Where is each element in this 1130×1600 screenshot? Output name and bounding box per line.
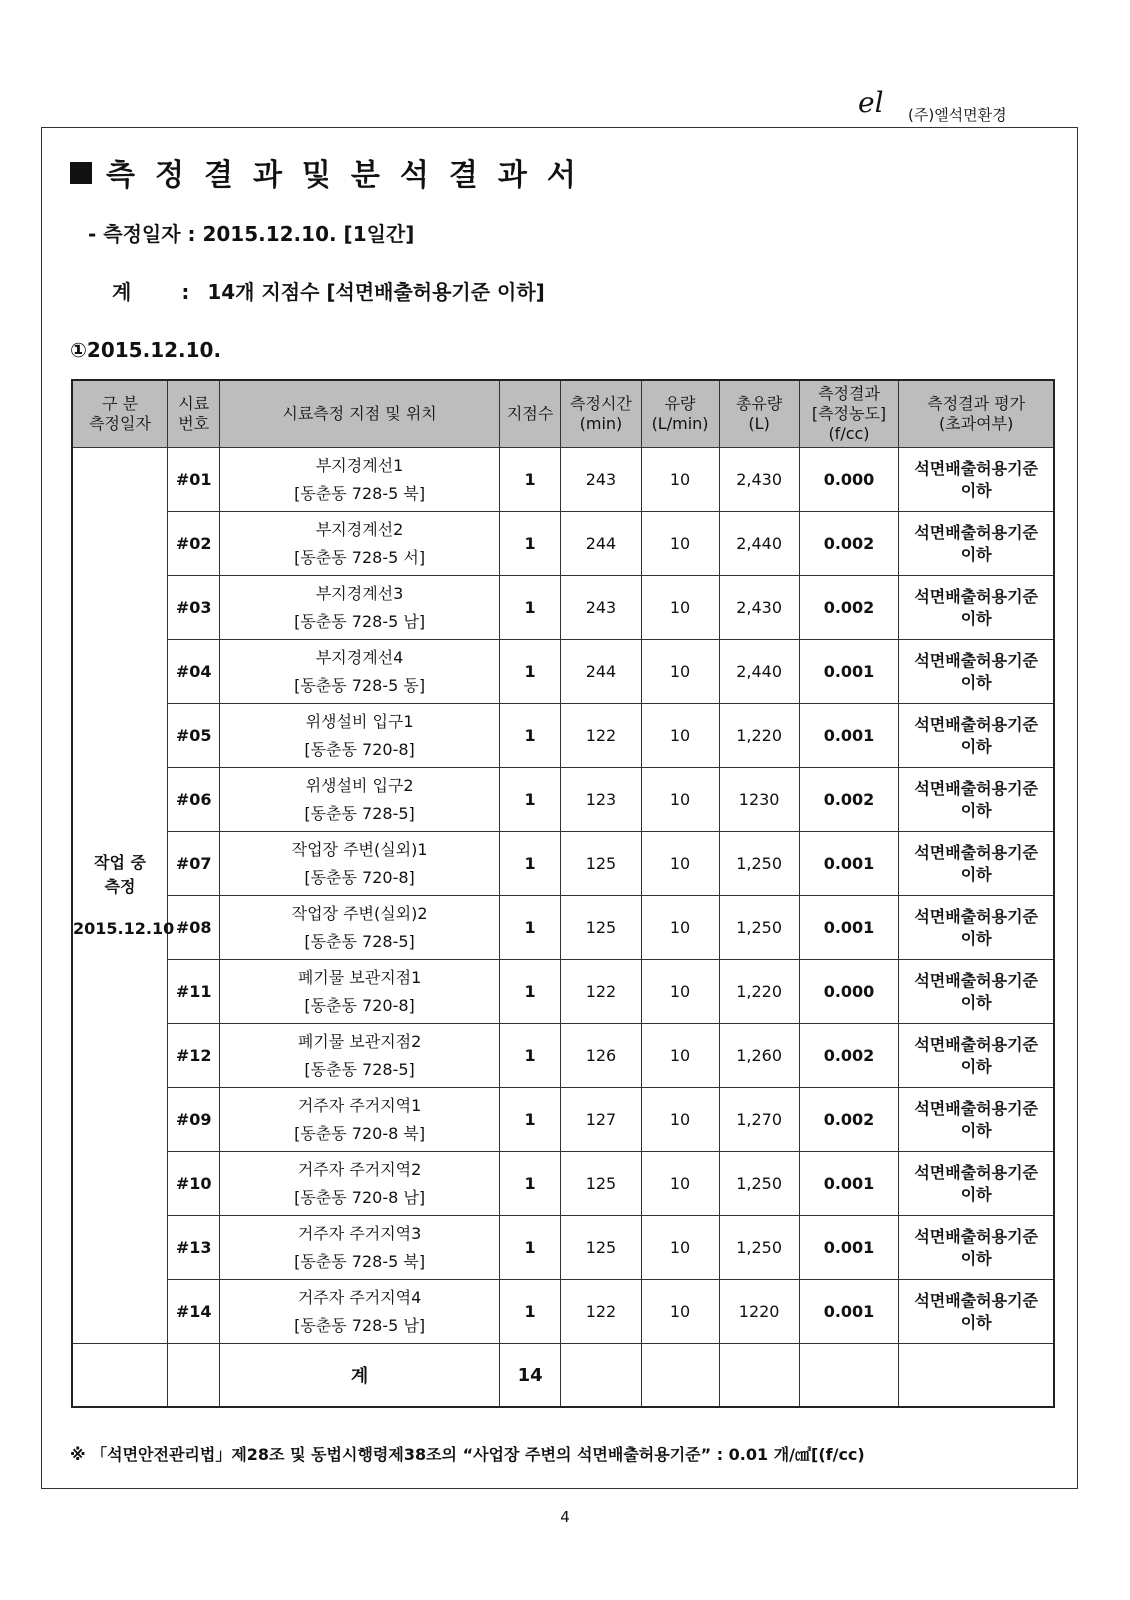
location-cell: 작업장 주변(실외)1 [동춘동 720-8] xyxy=(220,832,499,896)
header-category: 구 분 측정일자 xyxy=(72,380,168,448)
total-empty-cell xyxy=(899,1344,1054,1408)
evaluation-cell: 석면배출허용기준 이하 xyxy=(899,1216,1054,1280)
result-cell: 0.001 xyxy=(799,896,899,960)
result-cell: 0.001 xyxy=(799,640,899,704)
sample-no-cell: #03 xyxy=(168,576,220,640)
evaluation-cell: 석면배출허용기준 이하 xyxy=(899,448,1054,512)
location-cell: 부지경계선3 [동춘동 728-5 남] xyxy=(220,576,499,640)
points-cell: 1 xyxy=(499,512,561,576)
location-cell: 위생설비 입구2 [동춘동 728-5] xyxy=(220,768,499,832)
total-flow-cell: 1,250 xyxy=(719,1216,799,1280)
time-cell: 123 xyxy=(561,768,641,832)
table-row xyxy=(72,704,1054,768)
table-header-row xyxy=(72,380,1054,448)
table-row xyxy=(72,1088,1054,1152)
sample-no-cell: #09 xyxy=(168,1088,220,1152)
page-number: 4 xyxy=(560,1508,570,1526)
flow-cell: 10 xyxy=(641,512,719,576)
points-cell: 1 xyxy=(499,448,561,512)
footnote: ※ 「석면안전관리법」제28조 및 동법시행령제38조의 “사업장 주변의 석면배출허용기준” : 0.01 개/㎤[(f/cc) xyxy=(70,1445,865,1464)
document-title xyxy=(70,150,596,194)
time-cell: 125 xyxy=(561,1152,641,1216)
time-cell: 125 xyxy=(561,1216,641,1280)
flow-cell: 10 xyxy=(641,1216,719,1280)
flow-cell: 10 xyxy=(641,576,719,640)
table-row xyxy=(72,1152,1054,1216)
total-empty-cell xyxy=(168,1344,220,1408)
table-row xyxy=(72,832,1054,896)
section-date: ①2015.12.10. xyxy=(70,338,222,362)
location-cell: 거주자 주거지역3 [동춘동 728-5 북] xyxy=(220,1216,499,1280)
total-flow-cell: 2,440 xyxy=(719,640,799,704)
sample-no-cell: #13 xyxy=(168,1216,220,1280)
time-cell: 122 xyxy=(561,704,641,768)
sample-no-cell: #06 xyxy=(168,768,220,832)
evaluation-cell: 석면배출허용기준 이하 xyxy=(899,1280,1054,1344)
total-flow-cell: 1,220 xyxy=(719,960,799,1024)
document-title-text: 측정결과및분석결과서 xyxy=(106,158,596,193)
time-cell: 127 xyxy=(561,1088,641,1152)
result-cell: 0.002 xyxy=(799,1024,899,1088)
evaluation-cell: 석면배출허용기준 이하 xyxy=(899,896,1054,960)
flow-cell: 10 xyxy=(641,1280,719,1344)
total-summary-label: 계 xyxy=(112,280,132,304)
total-flow-cell: 1,250 xyxy=(719,1152,799,1216)
company-name: (주)엘석면환경 xyxy=(908,106,1007,124)
flow-cell: 10 xyxy=(641,704,719,768)
total-flow-cell: 2,430 xyxy=(719,448,799,512)
header-evaluation: 측정결과 평가 (초과여부) xyxy=(899,380,1054,448)
header-flow: 유량 (L/min) xyxy=(641,380,719,448)
table-row xyxy=(72,896,1054,960)
time-cell: 125 xyxy=(561,832,641,896)
table-row xyxy=(72,1280,1054,1344)
total-flow-cell: 1,260 xyxy=(719,1024,799,1088)
table-total-row xyxy=(72,1344,1054,1408)
total-empty-cell xyxy=(641,1344,719,1408)
evaluation-cell: 석면배출허용기준 이하 xyxy=(899,960,1054,1024)
points-cell: 1 xyxy=(499,1152,561,1216)
sample-no-cell: #01 xyxy=(168,448,220,512)
location-cell: 부지경계선1 [동춘동 728-5 북] xyxy=(220,448,499,512)
total-flow-cell: 1220 xyxy=(719,1280,799,1344)
total-label-cell: 계 xyxy=(220,1344,499,1408)
company-logo-icon: el xyxy=(858,86,884,119)
points-cell: 1 xyxy=(499,1216,561,1280)
time-cell: 122 xyxy=(561,960,641,1024)
flow-cell: 10 xyxy=(641,768,719,832)
points-cell: 1 xyxy=(499,960,561,1024)
header-result: 측정결과 [측정농도] (f/cc) xyxy=(799,380,899,448)
total-summary-separator: : xyxy=(181,280,190,304)
header-location: 시료측정 지점 및 위치 xyxy=(220,380,499,448)
sample-no-cell: #05 xyxy=(168,704,220,768)
table-row xyxy=(72,1216,1054,1280)
result-cell: 0.002 xyxy=(799,768,899,832)
points-cell: 1 xyxy=(499,1280,561,1344)
table-row xyxy=(72,448,1054,512)
total-empty-cell xyxy=(799,1344,899,1408)
sample-no-cell: #07 xyxy=(168,832,220,896)
flow-cell: 10 xyxy=(641,960,719,1024)
location-cell: 부지경계선2 [동춘동 728-5 서] xyxy=(220,512,499,576)
header-total-flow: 총유량 (L) xyxy=(719,380,799,448)
total-flow-cell: 2,440 xyxy=(719,512,799,576)
table-row xyxy=(72,640,1054,704)
time-cell: 125 xyxy=(561,896,641,960)
flow-cell: 10 xyxy=(641,832,719,896)
time-cell: 126 xyxy=(561,1024,641,1088)
flow-cell: 10 xyxy=(641,640,719,704)
result-cell: 0.001 xyxy=(799,1280,899,1344)
flow-cell: 10 xyxy=(641,896,719,960)
result-cell: 0.000 xyxy=(799,448,899,512)
total-empty-cell xyxy=(72,1344,168,1408)
time-cell: 122 xyxy=(561,1280,641,1344)
time-cell: 244 xyxy=(561,512,641,576)
category-cell: 작업 중 측정 2015.12.10 xyxy=(72,448,168,1344)
header-points: 지점수 xyxy=(499,380,561,448)
evaluation-cell: 석면배출허용기준 이하 xyxy=(899,768,1054,832)
time-cell: 243 xyxy=(561,576,641,640)
points-cell: 1 xyxy=(499,704,561,768)
points-cell: 1 xyxy=(499,640,561,704)
header-time: 측정시간 (min) xyxy=(561,380,641,448)
sample-no-cell: #08 xyxy=(168,896,220,960)
result-cell: 0.001 xyxy=(799,1152,899,1216)
table-row xyxy=(72,960,1054,1024)
points-cell: 1 xyxy=(499,1024,561,1088)
result-cell: 0.001 xyxy=(799,1216,899,1280)
sample-no-cell: #04 xyxy=(168,640,220,704)
total-flow-cell: 1230 xyxy=(719,768,799,832)
evaluation-cell: 석면배출허용기준 이하 xyxy=(899,1088,1054,1152)
location-cell: 위생설비 입구1 [동춘동 720-8] xyxy=(220,704,499,768)
total-empty-cell xyxy=(719,1344,799,1408)
total-points-cell: 14 xyxy=(499,1344,561,1408)
evaluation-cell: 석면배출허용기준 이하 xyxy=(899,640,1054,704)
total-flow-cell: 1,270 xyxy=(719,1088,799,1152)
measurement-date: - 측정일자 : 2015.12.10. [1일간] xyxy=(88,222,415,246)
table-row xyxy=(72,512,1054,576)
result-cell: 0.001 xyxy=(799,704,899,768)
points-cell: 1 xyxy=(499,768,561,832)
table-row xyxy=(72,768,1054,832)
evaluation-cell: 석면배출허용기준 이하 xyxy=(899,1152,1054,1216)
flow-cell: 10 xyxy=(641,448,719,512)
result-cell: 0.000 xyxy=(799,960,899,1024)
evaluation-cell: 석면배출허용기준 이하 xyxy=(899,832,1054,896)
points-cell: 1 xyxy=(499,576,561,640)
result-cell: 0.002 xyxy=(799,1088,899,1152)
black-square-icon xyxy=(70,162,92,184)
location-cell: 폐기물 보관지점1 [동춘동 720-8] xyxy=(220,960,499,1024)
sample-no-cell: #02 xyxy=(168,512,220,576)
time-cell: 243 xyxy=(561,448,641,512)
location-cell: 부지경계선4 [동춘동 728-5 동] xyxy=(220,640,499,704)
total-summary-value: 14개 지점수 [석면배출허용기준 이하] xyxy=(207,280,545,304)
company-header xyxy=(858,86,1038,128)
total-flow-cell: 1,250 xyxy=(719,832,799,896)
points-cell: 1 xyxy=(499,896,561,960)
location-cell: 작업장 주변(실외)2 [동춘동 728-5] xyxy=(220,896,499,960)
header-sample-no: 시료 번호 xyxy=(168,380,220,448)
sample-no-cell: #12 xyxy=(168,1024,220,1088)
evaluation-cell: 석면배출허용기준 이하 xyxy=(899,512,1054,576)
sample-no-cell: #11 xyxy=(168,960,220,1024)
total-summary xyxy=(112,276,545,305)
points-cell: 1 xyxy=(499,1088,561,1152)
result-cell: 0.002 xyxy=(799,512,899,576)
flow-cell: 10 xyxy=(641,1152,719,1216)
evaluation-cell: 석면배출허용기준 이하 xyxy=(899,704,1054,768)
total-flow-cell: 1,220 xyxy=(719,704,799,768)
total-empty-cell xyxy=(561,1344,641,1408)
sample-no-cell: #14 xyxy=(168,1280,220,1344)
location-cell: 거주자 주거지역1 [동춘동 720-8 북] xyxy=(220,1088,499,1152)
sample-no-cell: #10 xyxy=(168,1152,220,1216)
location-cell: 거주자 주거지역4 [동춘동 728-5 남] xyxy=(220,1280,499,1344)
result-cell: 0.001 xyxy=(799,832,899,896)
evaluation-cell: 석면배출허용기준 이하 xyxy=(899,576,1054,640)
result-cell: 0.002 xyxy=(799,576,899,640)
flow-cell: 10 xyxy=(641,1088,719,1152)
total-flow-cell: 2,430 xyxy=(719,576,799,640)
total-flow-cell: 1,250 xyxy=(719,896,799,960)
flow-cell: 10 xyxy=(641,1024,719,1088)
location-cell: 폐기물 보관지점2 [동춘동 728-5] xyxy=(220,1024,499,1088)
table-row xyxy=(72,576,1054,640)
time-cell: 244 xyxy=(561,640,641,704)
location-cell: 거주자 주거지역2 [동춘동 720-8 남] xyxy=(220,1152,499,1216)
table-row xyxy=(72,1024,1054,1088)
results-table xyxy=(71,379,1055,1408)
evaluation-cell: 석면배출허용기준 이하 xyxy=(899,1024,1054,1088)
points-cell: 1 xyxy=(499,832,561,896)
